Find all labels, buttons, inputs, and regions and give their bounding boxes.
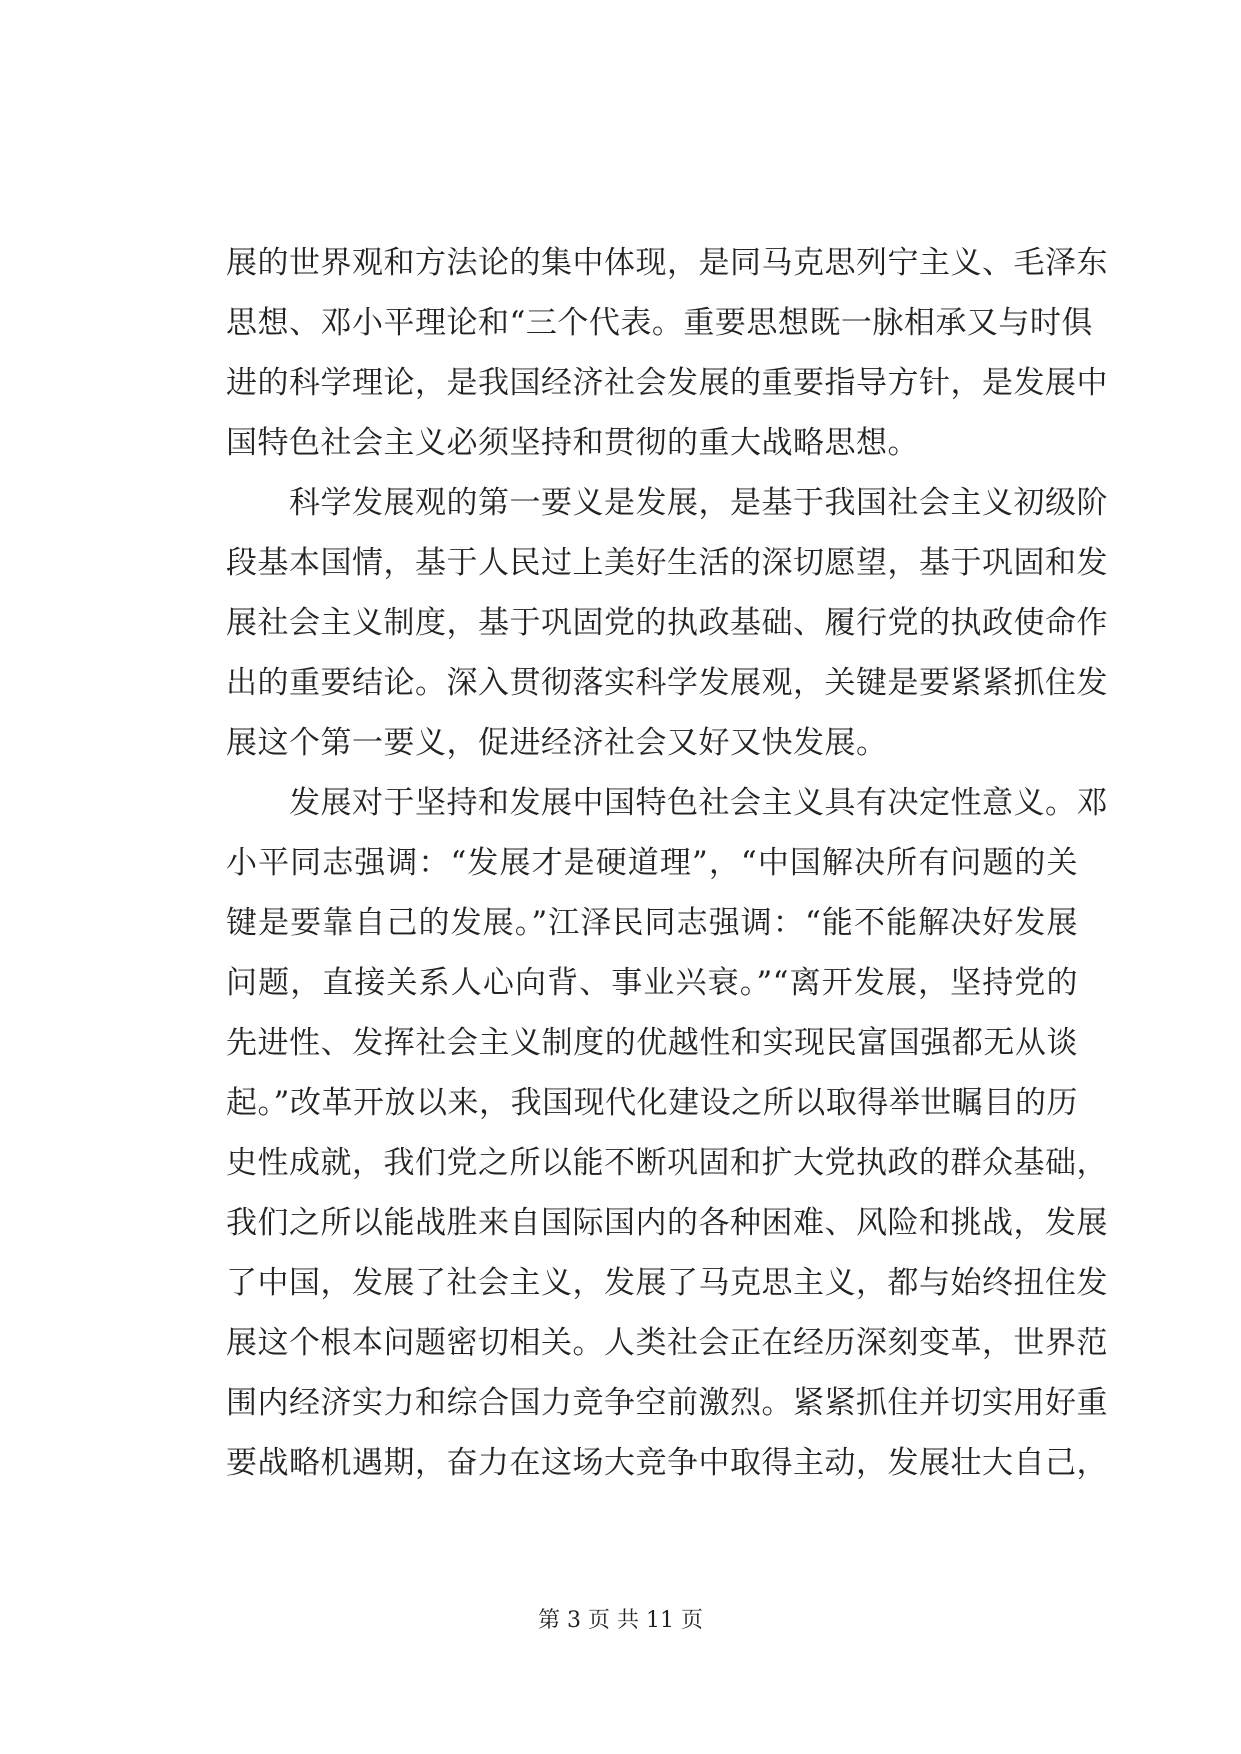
text-line-13: 问题，直接关系人心向背、事业兴衰。”“离开发展，坚持党的 [226,965,1078,1001]
document-body [226,233,1108,1493]
text-line-4: 国特色社会主义必须坚持和贯彻的重大战略思想。 [226,425,919,461]
text-line-6: 段基本国情，基于人民过上美好生活的深切愿望，基于巩固和发 [226,545,1108,581]
text-line-10: 发展对于坚持和发展中国特色社会主义具有决定性意义。邓 [226,785,1108,821]
text-line-15: 起。”改革开放以来，我国现代化建设之所以取得举世瞩目的历 [226,1085,1078,1121]
text-line-5: 科学发展观的第一要义是发展，是基于我国社会主义初级阶 [226,485,1108,521]
page-number-footer: 第 3 页 共 11 页 [538,1608,703,1633]
text-line-14: 先进性、发挥社会主义制度的优越性和实现民富国强都无从谈 [226,1025,1078,1061]
text-line-17: 我们之所以能战胜来自国际国内的各种困难、风险和挑战，发展 [226,1205,1108,1241]
text-line-18: 了中国，发展了社会主义，发展了马克思主义，都与始终扭住发 [226,1265,1108,1301]
text-line-12: 键是要靠自己的发展。”江泽民同志强调：“能不能解决好发展 [226,905,1078,941]
text-line-19: 展这个根本问题密切相关。人类社会正在经历深刻变革，世界范 [226,1325,1108,1361]
text-line-20: 围内经济实力和综合国力竞争空前激烈。紧紧抓住并切实用好重 [226,1385,1108,1421]
text-line-16: 史性成就，我们党之所以能不断巩固和扩大党执政的群众基础， [226,1145,1108,1181]
text-line-3: 进的科学理论，是我国经济社会发展的重要指导方针，是发展中 [226,365,1108,401]
text-line-9: 展这个第一要义，促进经济社会又好又快发展。 [226,725,888,761]
text-line-21: 要战略机遇期，奋力在这场大竞争中取得主动，发展壮大自己， [226,1445,1108,1481]
text-line-8: 出的重要结论。深入贯彻落实科学发展观，关键是要紧紧抓住发 [226,665,1108,701]
text-line-1: 展的世界观和方法论的集中体现，是同马克思列宁主义、毛泽东 [226,245,1108,281]
text-line-11: 小平同志强调：“发展才是硬道理”，“中国解决所有问题的关 [226,845,1078,881]
text-line-7: 展社会主义制度，基于巩固党的执政基础、履行党的执政使命作 [226,605,1108,641]
text-line-2: 思想、邓小平理论和“三个代表。重要思想既一脉相承又与时俱 [226,305,1093,341]
